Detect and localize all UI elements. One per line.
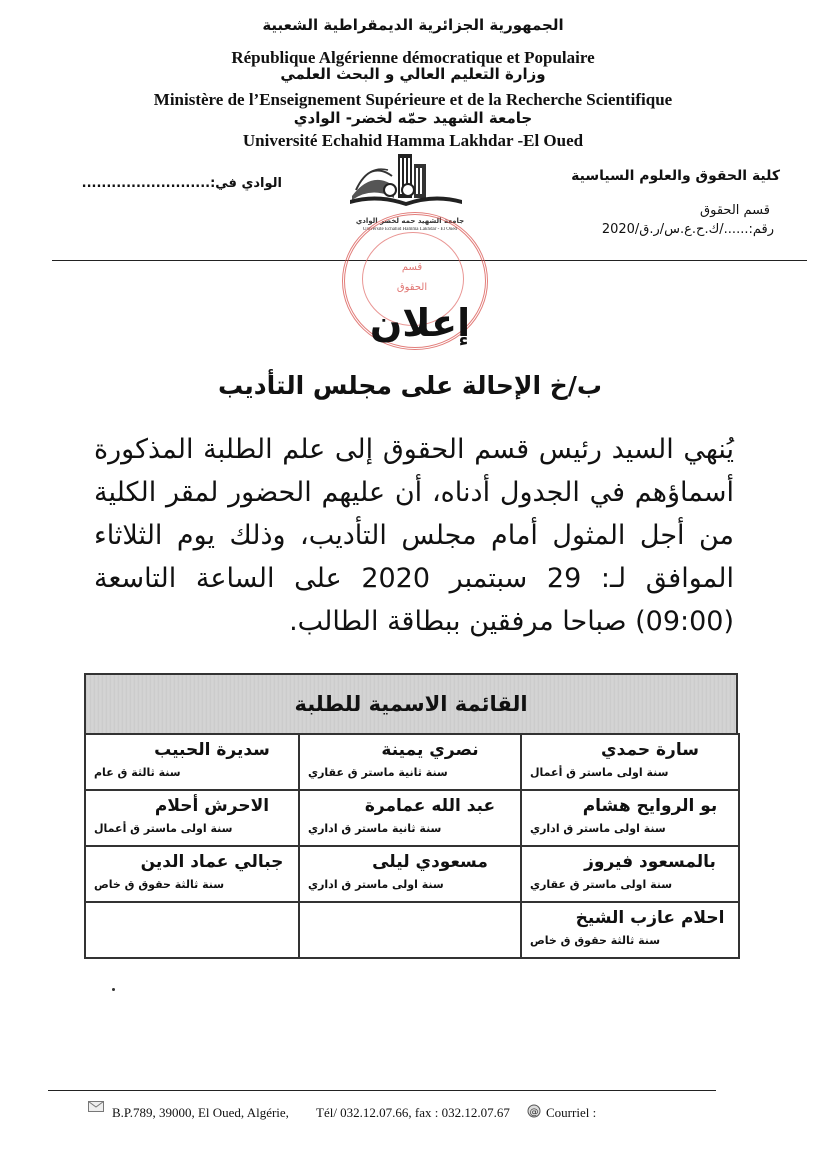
student-cell	[85, 902, 299, 958]
table-row	[85, 902, 739, 958]
student-cell	[521, 902, 739, 958]
logo-caption-fr: Université Echahid Hamma Lakhdar - El Oued	[362, 227, 458, 232]
student-name: جبالي عماد الدين	[140, 852, 284, 872]
student-cell	[521, 734, 739, 790]
table-row	[85, 790, 739, 846]
table-row	[85, 846, 739, 902]
stamp-text-bottom: الحقوق	[396, 282, 428, 293]
ministry-fr: Ministère de l’Enseignement Supérieure et de la Recherche Scientifique	[153, 90, 673, 109]
reference-number: رقم:....../ك.ح.ع.س/ر.ق/2020	[601, 222, 774, 237]
student-cell	[299, 902, 521, 958]
student-level: سنة ثالثة حقوق ق خاص	[94, 878, 225, 891]
republic-fr: République Algérienne démocratique et Populaire	[231, 48, 595, 67]
footer-address: B.P.789, 39000, El Oued, Algérie,	[112, 1105, 289, 1120]
student-cell	[85, 734, 299, 790]
student-level: سنة ثانية ماستر ق عقاري	[308, 766, 448, 779]
student-list-title: القائمة الاسمية للطلبة	[84, 673, 738, 735]
republic-ar: الجمهورية الجزائرية الديمقراطية الشعبية	[262, 16, 564, 34]
student-name: عبد الله عمامرة	[364, 796, 496, 816]
announcement-body: يُنهي السيد رئيس قسم الحقوق إلى علم الطلبة المذكورة أسماؤهم في الجدول أدناه، أن عليهم الحضور لمقر الكلية من أجل المثول أمام مجلس التأديب، وذلك يوم الثلاثاء الموافق لـ: 29 سبتمبر 2020 على الساعة التاسعة (09:00) صباحا مرفقين ببطاقة الطالب.	[94, 434, 734, 637]
student-cell	[85, 846, 299, 902]
student-cell	[299, 734, 521, 790]
svg-text:@: @	[529, 1107, 539, 1118]
university-fr: Université Echahid Hamma Lakhdar -El Oued	[242, 131, 584, 150]
student-level: سنة ثالثة ق عام	[94, 766, 181, 779]
university-ar: جامعة الشهيد حمّه لخضر- الوادي	[293, 109, 533, 127]
place-date: الوادي في:..........................	[81, 176, 282, 191]
student-name: بو الروايح هشام	[582, 796, 718, 816]
student-level: سنة اولى ماستر ق اداري	[530, 822, 666, 835]
footer-tel-fax: Tél/ 032.12.07.66, fax : 032.12.07.67	[316, 1105, 510, 1120]
stray-dot	[112, 988, 115, 991]
mail-icon	[88, 1097, 104, 1116]
student-name: الاحرش أحلام	[154, 796, 270, 816]
student-cell	[299, 846, 521, 902]
student-name: سديرة الحبيب	[154, 740, 270, 760]
university-logo	[342, 150, 472, 220]
announcement-subtitle: ب/خ الإحالة على مجلس التأديب	[217, 371, 603, 400]
email-icon	[526, 1103, 542, 1122]
student-cell	[85, 790, 299, 846]
student-name: مسعودي ليلى	[372, 852, 488, 872]
student-list-table	[84, 733, 740, 959]
student-level: سنة اولى ماستر ق أعمال	[530, 766, 669, 779]
table-row	[85, 734, 739, 790]
footer-divider	[48, 1090, 716, 1091]
student-name: سارة حمدي	[601, 740, 699, 760]
student-cell	[521, 846, 739, 902]
logo-caption-ar: جامعة الشهيد حمه لخضر الوادي	[355, 217, 465, 225]
student-level: سنة اولى ماستر ق اداري	[308, 878, 444, 891]
student-cell	[521, 790, 739, 846]
footer-email-label: Courriel :	[546, 1105, 597, 1120]
student-cell	[299, 790, 521, 846]
announcement-title: إعلان	[369, 301, 471, 345]
student-name: نصري يمينة	[381, 740, 479, 760]
stamp-text-top: قسم	[401, 262, 423, 273]
department-name: قسم الحقوق	[700, 203, 770, 218]
student-name: بالمسعود فيروز	[584, 852, 716, 872]
faculty-name: كلية الحقوق والعلوم السياسية	[571, 168, 780, 184]
student-name: احلام عازب الشيخ	[575, 908, 725, 928]
university-logo-icon	[342, 150, 472, 220]
student-level: سنة اولى ماستر ق عقاري	[530, 878, 673, 891]
student-level: سنة اولى ماستر ق أعمال	[94, 822, 233, 835]
student-level: سنة ثانية ماستر ق اداري	[308, 822, 442, 835]
ministry-ar: وزارة التعليم العالي و البحث العلمي	[280, 65, 546, 83]
student-level: سنة ثالثة حقوق ق خاص	[530, 934, 661, 947]
